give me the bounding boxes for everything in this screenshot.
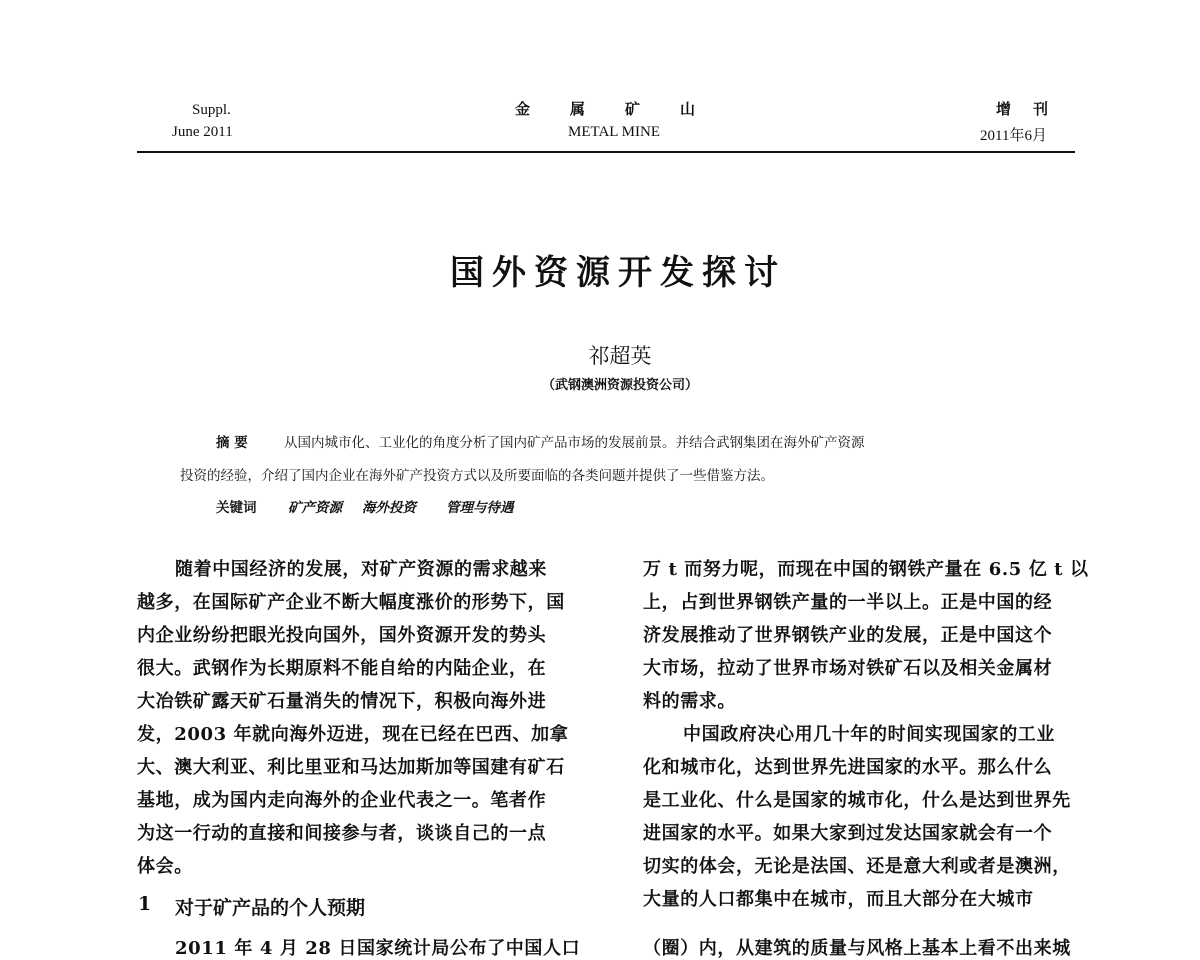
body-line: 进国家的水平。如果大家到过发达国家就会有一个 [643,823,1053,844]
body-line: 切实的体会，无论是法国、还是意大利或者是澳洲， [643,856,1071,877]
paper-title: 国外资源开发探讨 [450,253,786,293]
body-line: 很大。武钢作为长期原料不能自给的内陆企业，在 [137,658,547,679]
header-rule [137,151,1075,153]
journal-name-cn: 金属矿山 [515,100,736,118]
header-suppl: Suppl. [192,102,231,118]
header-date-en: June 2011 [172,124,233,140]
section-heading: 对于矿产品的个人预期 [175,897,366,919]
body-line: 是工业化、什么是国家的城市化，什么是达到世界先 [643,790,1071,811]
journal-name-en: METAL MINE [568,124,660,140]
keywords-label: 关键词 [216,500,257,516]
body-line: 万 t 而努力呢，而现在中国的钢铁产量在 6.5 亿 t 以 [643,559,1089,580]
body-line: 大市场，拉动了世界市场对铁矿石以及相关金属材 [643,658,1053,679]
abstract-label: 摘 要 [216,435,248,451]
abstract-line: 从国内城市化、工业化的角度分析了国内矿产品市场的发展前景。并结合武钢集团在海外矿产资源 [284,435,865,451]
body-line: 越多，在国际矿产企业不断大幅度涨价的形势下，国 [137,592,565,613]
header-supplement-cn: 增刊 [996,100,1071,118]
body-line: 发，2003 年就向海外迈进，现在已经在巴西、加拿 [137,724,569,745]
author: 祁超英 [588,344,652,368]
body-line: 随着中国经济的发展，对矿产资源的需求越来 [175,559,547,580]
body-line: （圈）内，从建筑的质量与风格上基本上看不出来城 [643,938,1071,959]
body-line: 内企业纷纷把眼光投向国外，国外资源开发的势头 [137,625,547,646]
body-line: 济发展推动了世界钢铁产业的发展，正是中国这个 [643,625,1053,646]
body-line: 中国政府决心用几十年的时间实现国家的工业 [683,724,1055,745]
body-line: 基地，成为国内走向海外的企业代表之一。笔者作 [137,790,547,811]
body-line: 大量的人口都集中在城市，而且大部分在大城市 [643,889,1034,910]
section-number: 1 [138,893,152,915]
keyword: 管理与待遇 [446,500,514,516]
body-line: 料的需求。 [643,691,736,712]
keyword: 海外投资 [362,500,416,516]
body-line: 大冶铁矿露天矿石量消失的情况下，积极向海外进 [137,691,547,712]
body-line: 大、澳大利亚、利比里亚和马达加斯加等国建有矿石 [137,757,565,778]
affiliation: （武钢澳洲资源投资公司） [541,378,698,393]
body-line: 体会。 [137,856,193,877]
body-line: 化和城市化，达到世界先进国家的水平。那么什么 [643,757,1053,778]
header-date-cn: 2011年6月 [980,128,1047,144]
body-line: 上，占到世界钢铁产量的一半以上。正是中国的经 [643,592,1053,613]
keyword: 矿产资源 [288,500,342,516]
abstract-line: 投资的经验，介绍了国内企业在海外矿产投资方式以及所要面临的各类问题并提供了一些借鉴方法。 [180,468,774,484]
body-line: 2011 年 4 月 28 日国家统计局公布了中国人口 [175,938,581,959]
body-line: 为这一行动的直接和间接参与者，谈谈自己的一点 [137,823,547,844]
